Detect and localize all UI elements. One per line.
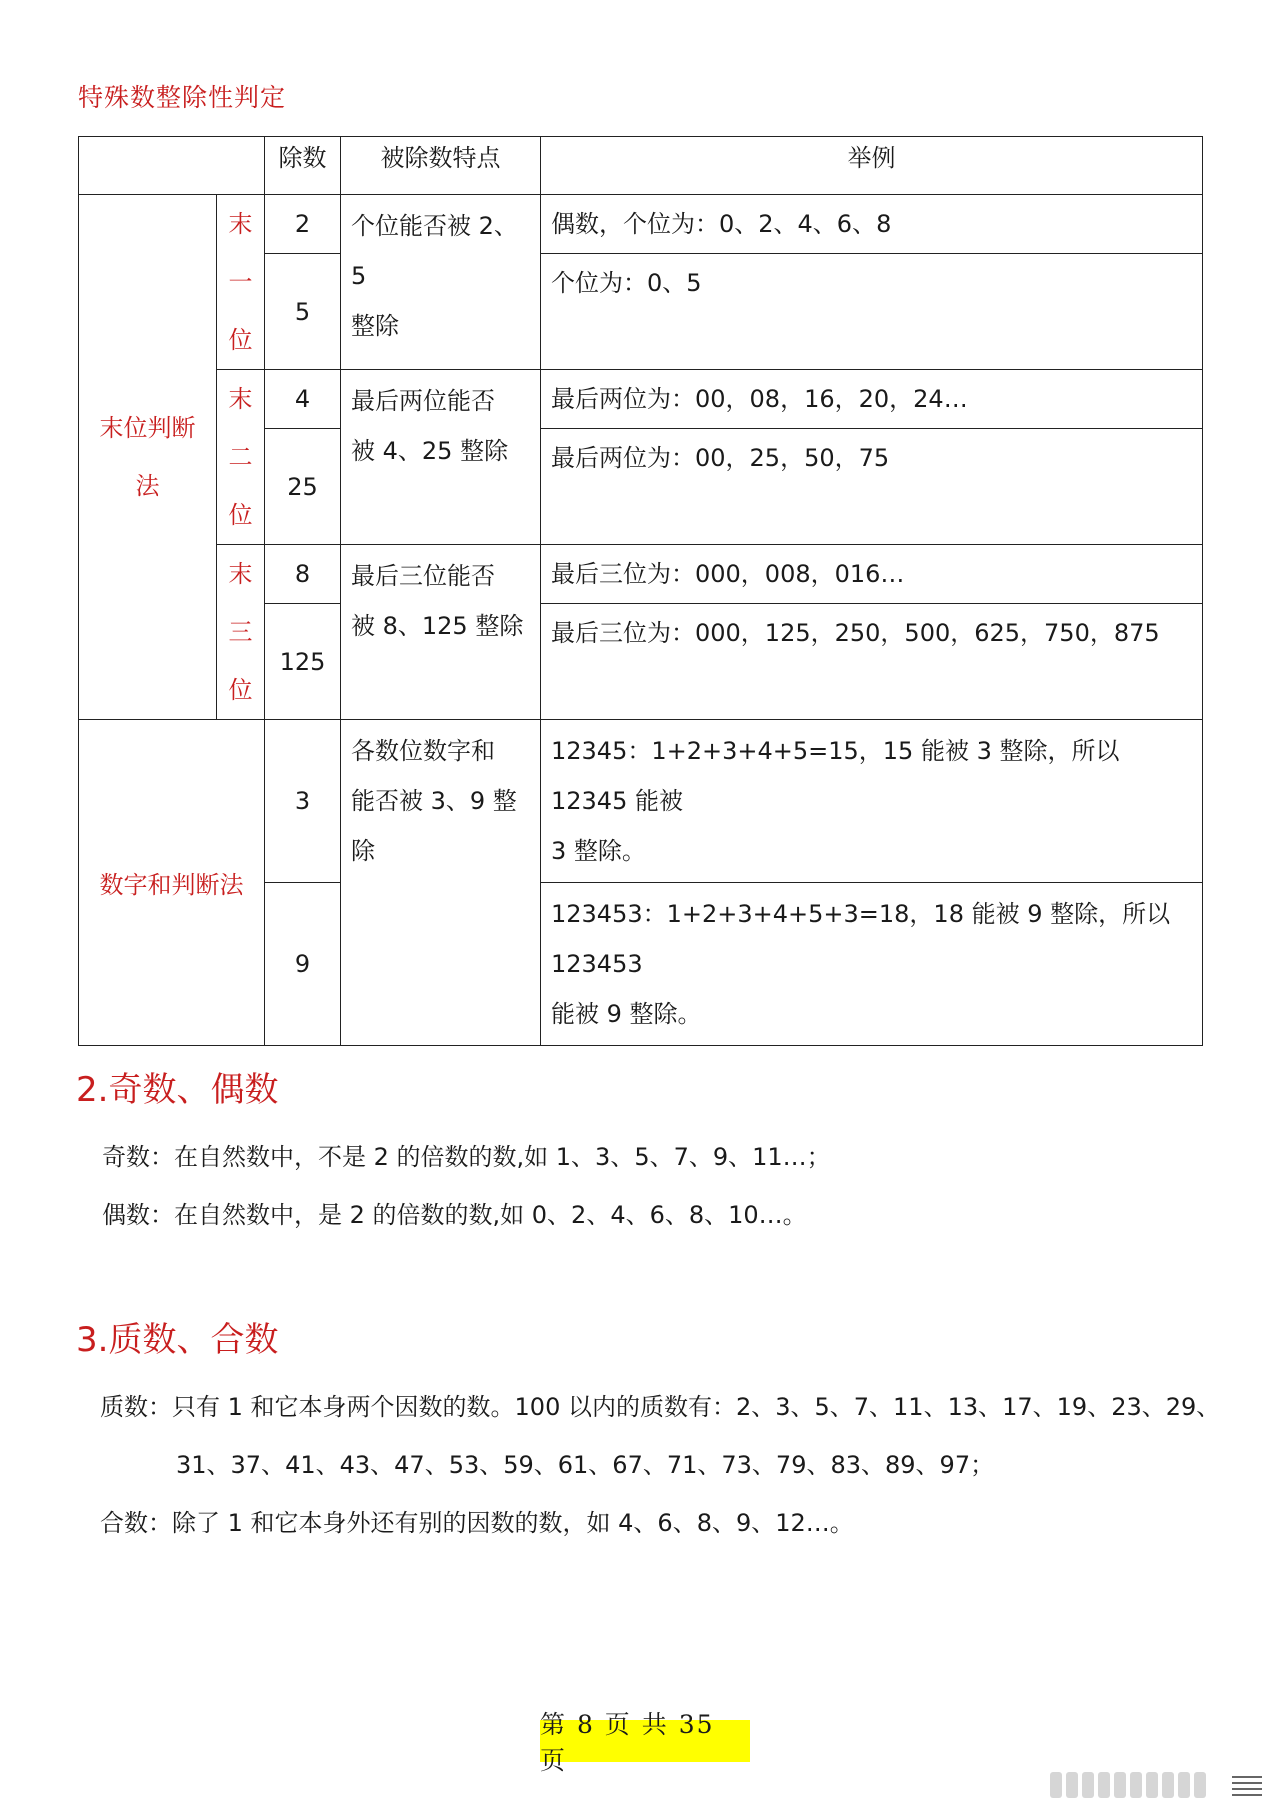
- divisor-cell: 25: [265, 429, 341, 545]
- table-title: 特殊数整除性判定: [78, 83, 287, 112]
- example-cell: 12345：1+2+3+4+5=15，15 能被 3 整除，所以 12345 能被 3 整除。: [541, 720, 1203, 883]
- divisibility-table: [78, 136, 1203, 1046]
- feature-cell: 最后两位能否 被 4、25 整除: [341, 370, 541, 545]
- tail-method-label: 末位判断 法: [79, 195, 217, 720]
- table-row: [79, 720, 1203, 883]
- divisor-cell: 8: [265, 545, 341, 604]
- feature-cell: 各数位数字和 能否被 3、9 整 除: [341, 720, 541, 1046]
- composite-definition: 合数：除了 1 和它本身外还有别的因数的数，如 4、6、8、9、12…。: [100, 1509, 854, 1537]
- example-cell: 偶数，个位为：0、2、4、6、8: [541, 195, 1203, 254]
- digit-sum-method-label: 数字和判断法: [79, 720, 265, 1046]
- side-label-last-two: 末 二 位: [217, 370, 265, 545]
- divisor-cell: 4: [265, 370, 341, 429]
- divisor-cell: 2: [265, 195, 341, 254]
- section-2-body: [102, 1128, 831, 1244]
- divisor-cell: 3: [265, 720, 341, 883]
- header-divisor: 除数: [265, 137, 341, 195]
- table-row: [79, 370, 1203, 429]
- header-example: 举例: [541, 137, 1203, 195]
- side-label-last-one: 末 一 位: [217, 195, 265, 370]
- section-2-title: 2.奇数、偶数: [76, 1070, 279, 1110]
- feature-cell: 个位能否被 2、5 整除: [341, 195, 541, 370]
- divisor-cell: 9: [265, 883, 341, 1046]
- divisor-cell: 5: [265, 254, 341, 370]
- example-cell: 最后两位为：00，08，16，20，24…: [541, 370, 1203, 429]
- example-cell: 个位为：0、5: [541, 254, 1203, 370]
- table-row: [79, 545, 1203, 604]
- even-definition: 偶数：在自然数中，是 2 的倍数的数,如 0、2、4、6、8、10…。: [102, 1201, 807, 1229]
- page-number: 第 8 页 共 35 页: [540, 1720, 750, 1762]
- table-header-row: [79, 137, 1203, 195]
- section-3-title: 3.质数、合数: [76, 1320, 279, 1360]
- example-cell: 最后两位为：00，25，50，75: [541, 429, 1203, 545]
- prime-definition: 质数：只有 1 和它本身两个因数的数。100 以内的质数有：2、3、5、7、11、13、17、19、23、29、: [100, 1393, 1221, 1421]
- example-cell: 123453：1+2+3+4+5+3=18，18 能被 9 整除，所以 123453 能被 9 整除。: [541, 883, 1203, 1046]
- prime-list-continued: 31、37、41、43、47、53、59、61、67、71、73、79、83、89、97；: [176, 1451, 995, 1479]
- header-feature: 被除数特点: [341, 137, 541, 195]
- example-cell: 最后三位为：000，125，250，500，625，750，875: [541, 604, 1203, 720]
- side-label-last-three: 末 三 位: [217, 545, 265, 720]
- example-cell: 最后三位为：000，008，016…: [541, 545, 1203, 604]
- divisor-cell: 125: [265, 604, 341, 720]
- feature-cell: 最后三位能否 被 8、125 整除: [341, 545, 541, 720]
- menu-icon[interactable]: [1232, 1776, 1262, 1798]
- section-3-body: [100, 1378, 1230, 1552]
- table-row: [79, 195, 1203, 254]
- watermark-logo: [1050, 1772, 1220, 1798]
- odd-definition: 奇数：在自然数中，不是 2 的倍数的数,如 1、3、5、7、9、11…；: [102, 1143, 831, 1171]
- header-empty-cell: [79, 137, 265, 195]
